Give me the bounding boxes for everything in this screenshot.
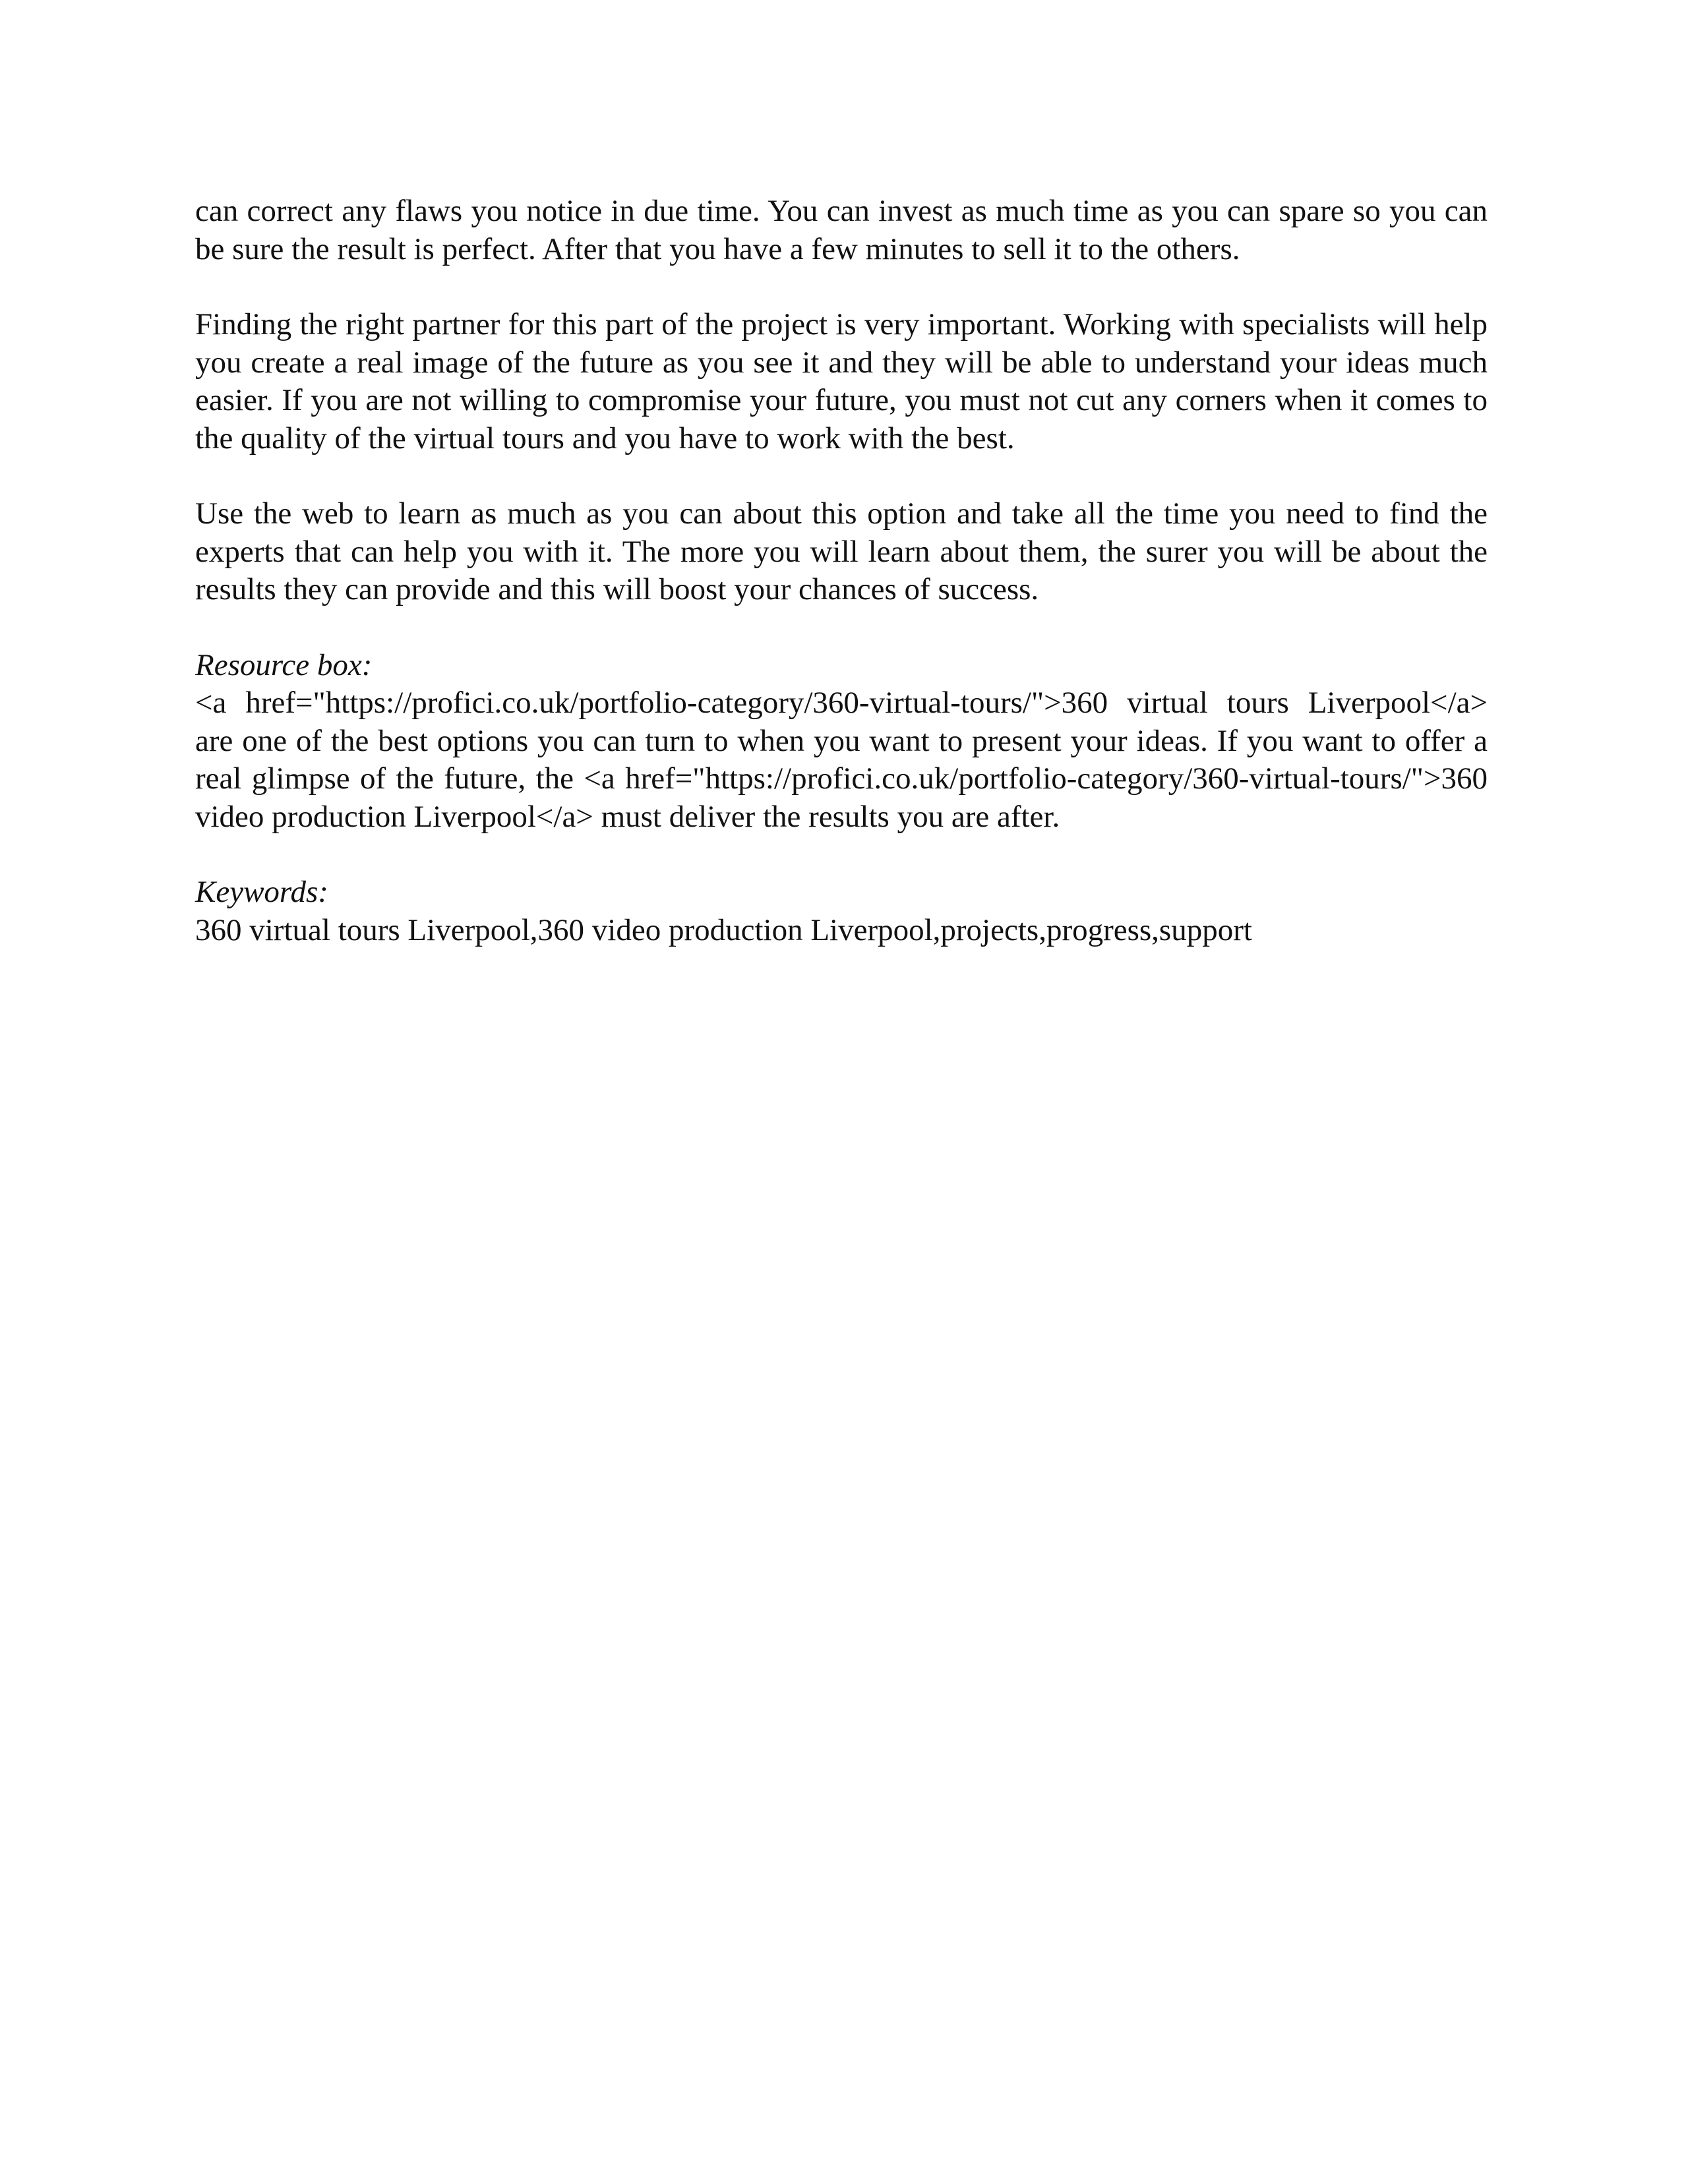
paragraph: Use the web to learn as much as you can about this option and take all the time you need to find the experts that can help you with it. The more you will learn about them, the surer you will be about the results they can provide and this will boost your chances of success.: [195, 496, 1488, 606]
keywords-text: 360 virtual tours Liverpool,360 video production Liverpool,projects,progress,support: [195, 912, 1252, 947]
resource-box-text: <a href="https://profici.co.uk/portfolio-category/360-virtual-tours/">360 virtual tours Liverpool</a> are one of the best options you can turn to when you want to present your ideas. If you want to offer a real glimpse of the future, the <a href="https://profici.co.uk/portfolio-category/360-virtual-tours/">360 video production Liverpool</a> must deliver the results you are after.: [195, 686, 1488, 834]
keywords-label: Keywords:: [195, 875, 328, 909]
paragraph: can correct any flaws you notice in due time. You can invest as much time as you can spare so you can be sure the result is perfect. After that you have a few minutes to sell it to the others.: [195, 194, 1488, 266]
resource-box-label: Resource box:: [195, 647, 373, 682]
document-body: [195, 192, 1488, 949]
paragraph: Finding the right partner for this part of the project is very important. Working with specialists will help you create a real image of the future as you see it and they will be able to understand your ideas much easier. If you are not willing to compromise your future, you must not cut any corners when it comes to the quality of the virtual tours and you have to work with the best.: [195, 307, 1488, 456]
